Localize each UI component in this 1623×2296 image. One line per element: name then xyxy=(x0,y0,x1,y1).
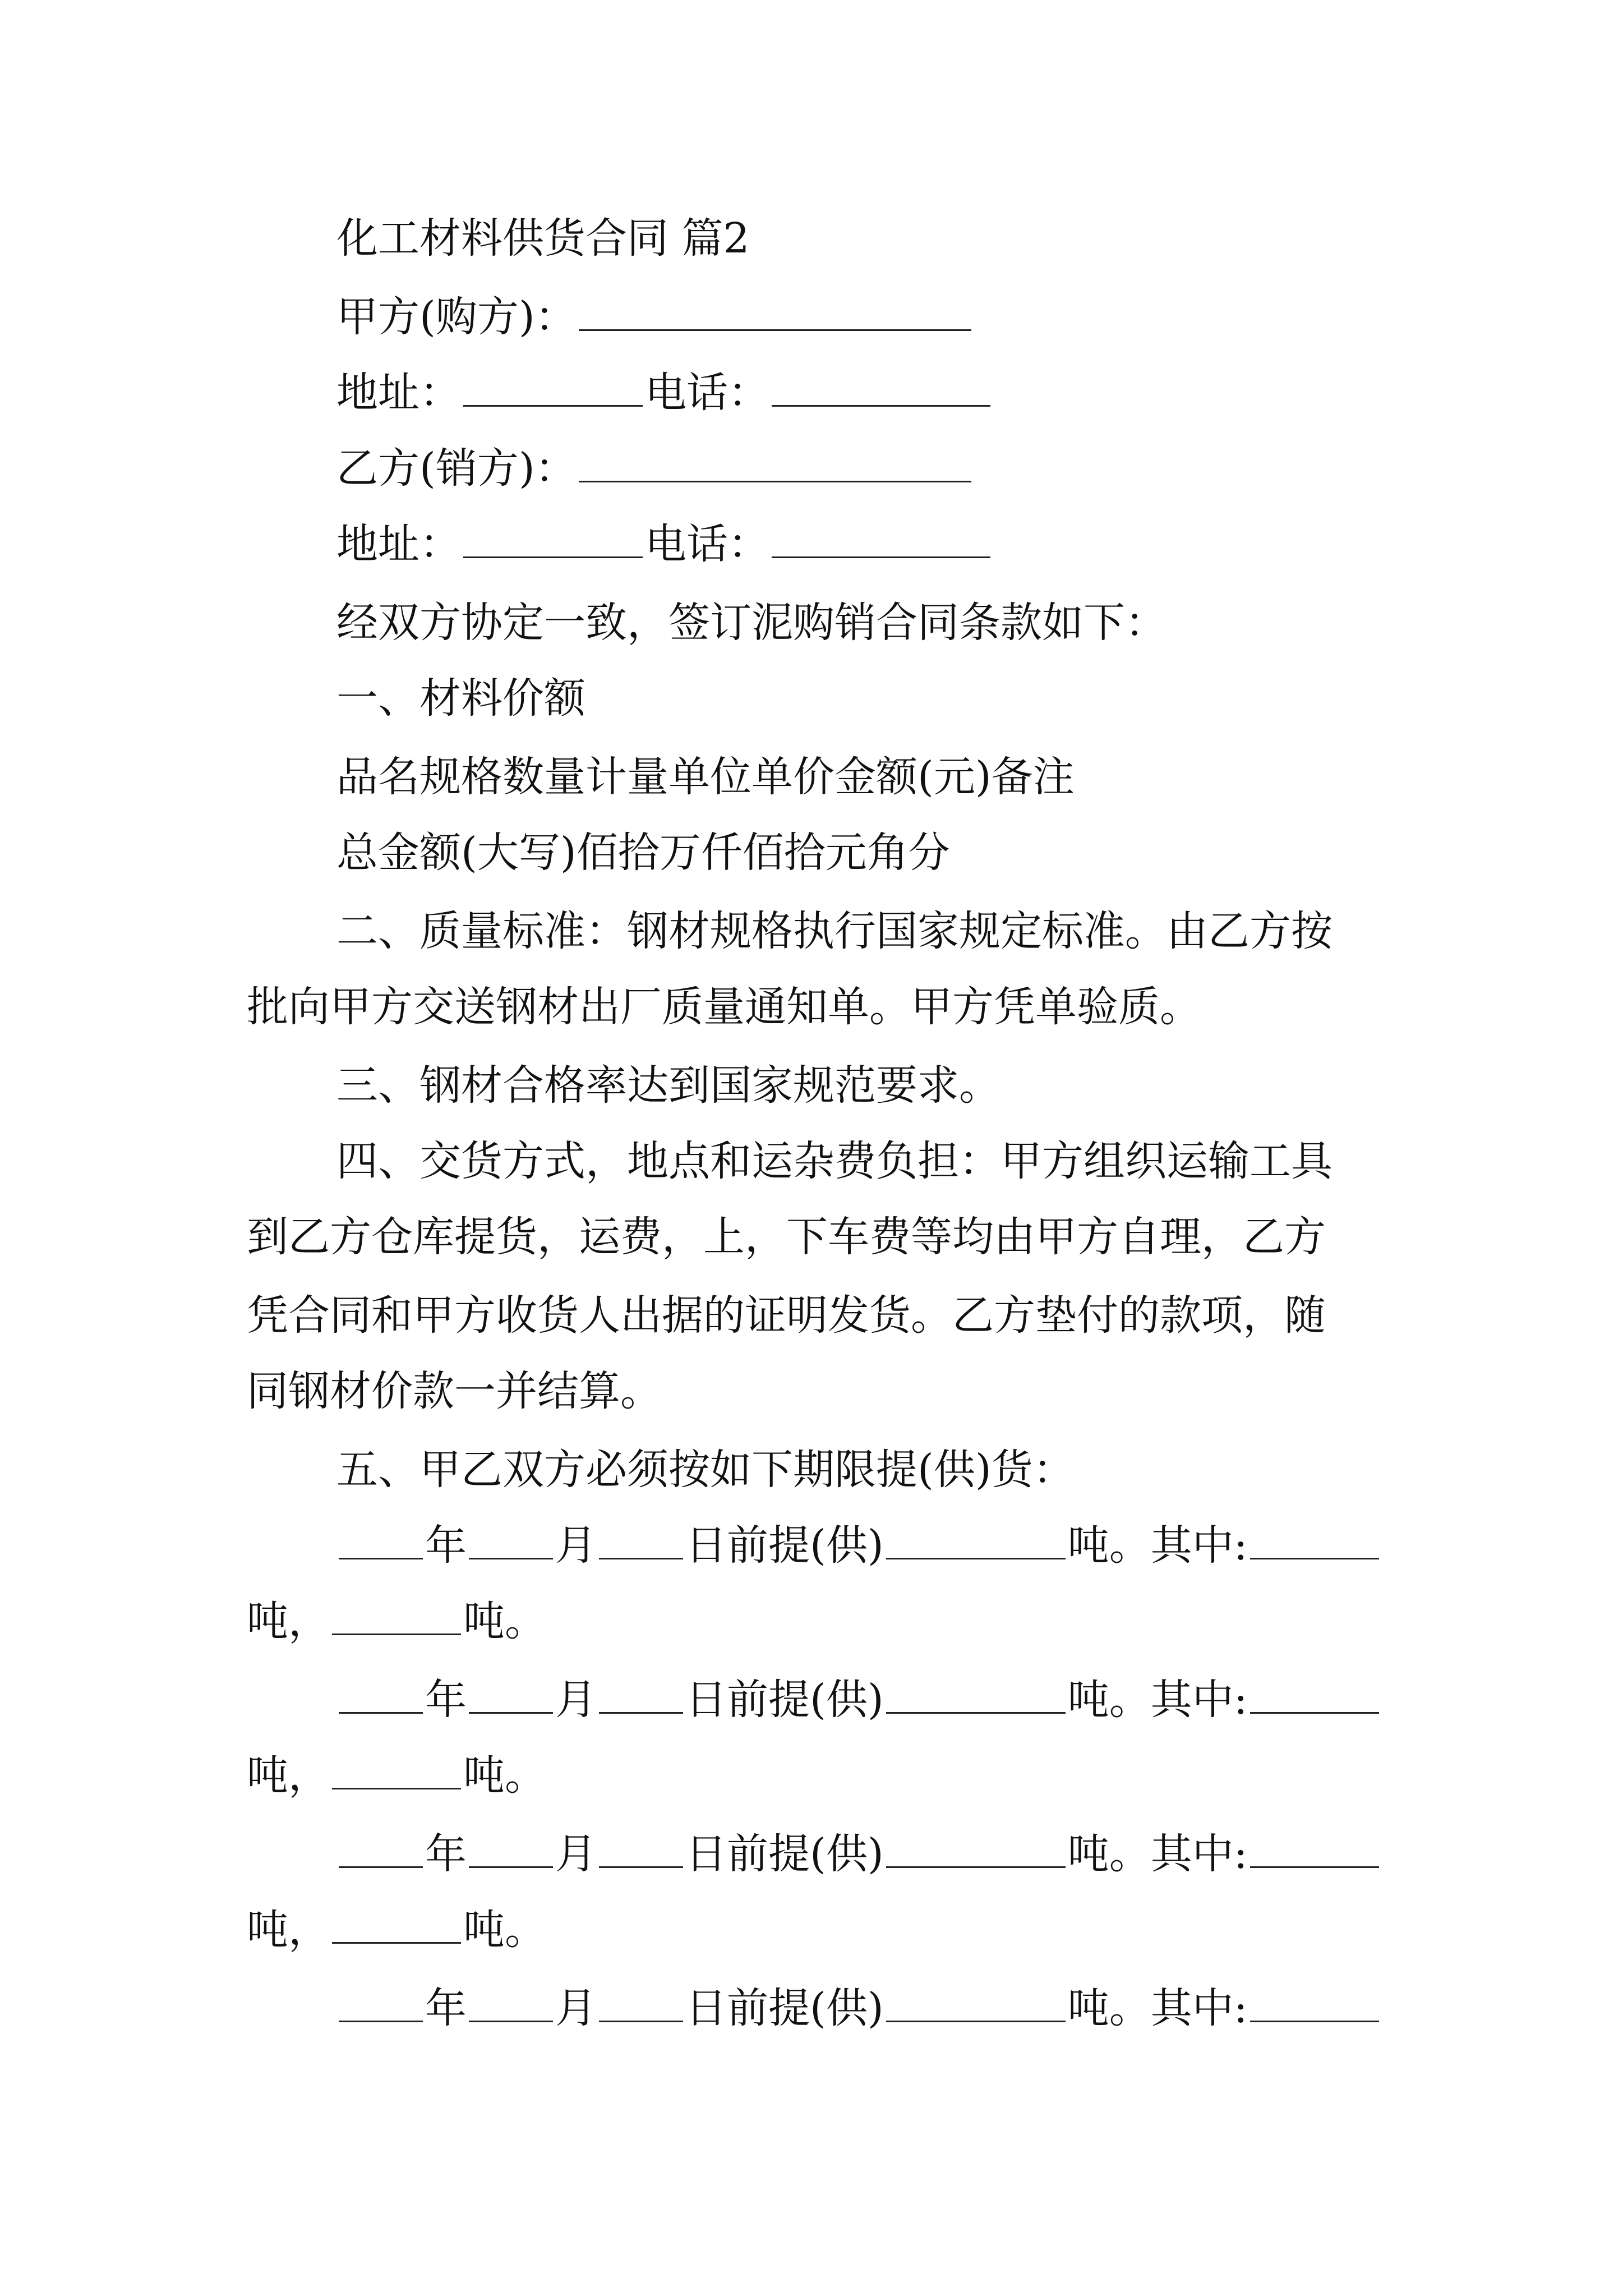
party-b-address-label: 地址： xyxy=(336,520,461,568)
intro-paragraph: 经双方协定一致，签订泥购销合同条款如下： xyxy=(336,599,1166,647)
party-a-address-label: 地址： xyxy=(336,369,461,417)
delivery-day-label: 日前提(供) xyxy=(685,1830,884,1878)
delivery-year-label: 年 xyxy=(425,1830,467,1878)
party-a-phone-label: 电话： xyxy=(645,369,769,417)
party-a-contact-line xyxy=(0,359,1623,426)
party-a-phone-blank xyxy=(772,362,990,407)
delivery-tons-end: 吨。 xyxy=(463,1906,546,1954)
delivery-row-3 xyxy=(0,1820,1623,1888)
party-b-contact-line xyxy=(0,510,1623,578)
delivery-tons-blank xyxy=(886,1515,1066,1559)
delivery-tons-blank xyxy=(886,1978,1066,2022)
party-b-phone-blank xyxy=(772,514,990,558)
delivery-month-label: 月 xyxy=(555,1984,597,2032)
delivery-row-4 xyxy=(0,1975,1623,2042)
delivery-year-label: 年 xyxy=(425,1676,467,1724)
party-b-address-blank xyxy=(463,514,643,558)
delivery-row-1-cont xyxy=(0,1588,1623,1655)
section-2-line-1: 二、质量标准：钢材规格执行国家规定标准。由乙方按 xyxy=(336,907,1332,955)
delivery-year-label: 年 xyxy=(425,1521,467,1570)
section-2-line-2: 批向甲方交送钢材出厂质量通知单。甲方凭单验质。 xyxy=(247,983,1201,1031)
delivery-sub-tons-blank-2 xyxy=(332,1745,461,1789)
document-title: 化工材料供货合同 篇2 xyxy=(336,214,750,263)
delivery-year-blank xyxy=(339,1978,423,2022)
delivery-row-2-cont xyxy=(0,1742,1623,1809)
party-a-address-blank xyxy=(463,362,643,407)
delivery-day-blank xyxy=(599,1669,683,1714)
section-3: 三、钢材合格率达到国家规范要求。 xyxy=(336,1061,1000,1110)
section-4-line-1: 四、交货方式，地点和运杂费负担：甲方组织运输工具 xyxy=(336,1137,1332,1185)
delivery-day-blank xyxy=(599,1978,683,2022)
delivery-month-blank xyxy=(469,1515,553,1559)
delivery-month-blank xyxy=(469,1669,553,1714)
delivery-tons-comma: 吨， xyxy=(247,1597,330,1645)
delivery-day-label: 日前提(供) xyxy=(685,1984,884,2032)
delivery-sub-tons-blank-2 xyxy=(332,1899,461,1944)
delivery-tons-label: 吨。其中: xyxy=(1067,1521,1248,1570)
delivery-month-label: 月 xyxy=(555,1521,597,1570)
party-b-phone-label: 电话： xyxy=(645,520,769,568)
delivery-day-label: 日前提(供) xyxy=(685,1676,884,1724)
party-a-line xyxy=(0,283,1623,351)
delivery-year-blank xyxy=(339,1515,423,1559)
total-amount-line: 总金额(大写)佰拾万仟佰拾元角分 xyxy=(336,829,950,877)
party-a-label: 甲方(购方)： xyxy=(336,293,577,341)
delivery-year-blank xyxy=(339,1824,423,1868)
section-4-line-4: 同钢材价款一并结算。 xyxy=(247,1367,662,1415)
party-b-label: 乙方(销方)： xyxy=(336,444,577,493)
delivery-year-label: 年 xyxy=(425,1984,467,2032)
section-5-heading: 五、甲乙双方必须按如下期限提(供)货： xyxy=(336,1446,1075,1494)
delivery-sub-tons-blank xyxy=(1250,1978,1379,2022)
party-b-name-blank xyxy=(579,438,971,482)
delivery-tons-blank xyxy=(886,1669,1066,1714)
delivery-tons-label: 吨。其中: xyxy=(1067,1984,1248,2032)
delivery-day-blank xyxy=(599,1515,683,1559)
delivery-sub-tons-blank-2 xyxy=(332,1591,461,1635)
delivery-sub-tons-blank xyxy=(1250,1515,1379,1559)
delivery-month-label: 月 xyxy=(555,1830,597,1878)
delivery-row-2 xyxy=(0,1666,1623,1733)
delivery-month-blank xyxy=(469,1978,553,2022)
delivery-sub-tons-blank xyxy=(1250,1824,1379,1868)
delivery-tons-blank xyxy=(886,1824,1066,1868)
delivery-row-3-cont xyxy=(0,1896,1623,1963)
delivery-tons-comma: 吨， xyxy=(247,1751,330,1800)
delivery-tons-end: 吨。 xyxy=(463,1597,546,1645)
price-table-header: 品名规格数量计量单位单价金额(元)备注 xyxy=(336,753,1075,801)
delivery-year-blank xyxy=(339,1669,423,1714)
delivery-sub-tons-blank xyxy=(1250,1669,1379,1714)
delivery-tons-comma: 吨， xyxy=(247,1906,330,1954)
section-1-heading: 一、材料价额 xyxy=(336,674,585,723)
delivery-tons-end: 吨。 xyxy=(463,1751,546,1800)
delivery-month-blank xyxy=(469,1824,553,1868)
party-b-line xyxy=(0,435,1623,502)
delivery-month-label: 月 xyxy=(555,1676,597,1724)
section-4-line-3: 凭合同和甲方收货人出据的证明发货。乙方垫付的款项，随 xyxy=(247,1291,1326,1340)
delivery-day-label: 日前提(供) xyxy=(685,1521,884,1570)
delivery-row-1 xyxy=(0,1512,1623,1579)
delivery-tons-label: 吨。其中: xyxy=(1067,1676,1248,1724)
delivery-day-blank xyxy=(599,1824,683,1868)
party-a-name-blank xyxy=(579,287,971,331)
delivery-tons-label: 吨。其中: xyxy=(1067,1830,1248,1878)
section-4-line-2: 到乙方仓库提货，运费，上，下车费等均由甲方自理，乙方 xyxy=(247,1213,1326,1261)
